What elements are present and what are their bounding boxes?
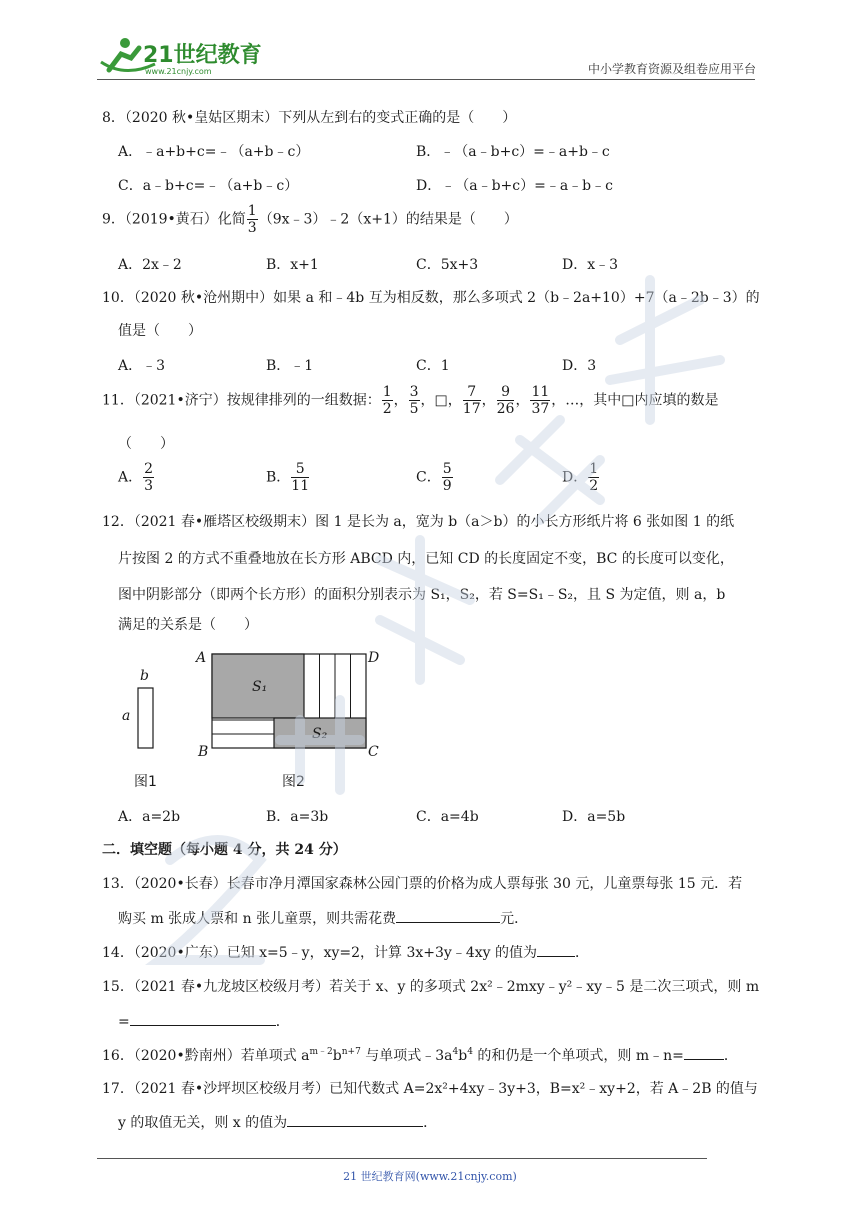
question-9-option-b: B．x+1 — [266, 257, 319, 273]
question-13-line1: 13．（2020•长春）长春市净月潭国家森林公园门票的价格为成人票每张 30 元，儿童票每张 15 元．若 — [102, 876, 743, 892]
svg-text:www.21cnjy.com: www.21cnjy.com — [145, 67, 212, 76]
question-8-stem: 8．（2020 秋•皇姑区期末）下列从左到右的变式正确的是（ ） — [102, 110, 517, 126]
question-11-stem: 11．（2021•济宁）按规律排列的一组数据： $\frac{1}{2}$ ， $\frac{3}{5}$ ，□， $\frac{7}{17}$ ， $\frac{9}{26}$ ， $\frac{11}{37}$ ，…，其中□内应填的数是 — [102, 384, 719, 417]
question-10-option-a: A．﹣3 — [118, 358, 166, 374]
fig2-label-c: C — [368, 744, 379, 760]
header-divider — [97, 79, 755, 80]
fraction: $\frac{3}{5}$ — [409, 384, 419, 417]
question-12-line1: 12．（2021 春•雁塔区校级期末）图 1 是长为 a，宽为 b（a＞b）的小长方形纸片将 6 张如图 1 的纸 — [102, 514, 735, 530]
question-12-line2: 片按图 2 的方式不重叠地放在长方形 ABCD 内，已知 CD 的长度固定不变，BC 的长度可以变化， — [118, 551, 734, 567]
question-10-option-d: D．3 — [562, 358, 597, 374]
question-14: 14．（2020•广东）已知 x=5﹣y，xy=2，计算 3x+3y﹣4xy 的值为 ． — [102, 945, 589, 961]
question-13-line2: 购买 m 张成人票和 n 张儿童票，则共需花费 元． — [118, 911, 529, 927]
fig2-caption: 图2 — [282, 774, 305, 790]
question-12-option-d: D．a=5b — [562, 809, 626, 825]
question-12-option-a: A．a=2b — [118, 809, 181, 825]
answer-blank — [537, 944, 575, 957]
question-16: 16．（2020•黔南州）若单项式 $a^{m﹣2}b^{n+7}$ 与单项式$﹣3a^4b^4$ 的和仍是一个单项式，则 m﹣n= ． — [102, 1047, 738, 1064]
question-10-option-b: B．﹣1 — [266, 358, 314, 374]
question-17-line1: 17．（2021 春•沙坪坝区校级月考）已知代数式 A=2x²+4xy﹣3y+3，B=x²﹣xy+2，若 A﹣2B 的值与 — [102, 1081, 758, 1097]
label-s2: S₂ — [312, 726, 328, 742]
question-12-line4: 满足的关系是（ ） — [118, 617, 258, 633]
question-8-option-b: B．﹣（a﹣b+c）=﹣a+b﹣c — [416, 144, 610, 160]
fig2-label-d: D — [368, 650, 380, 666]
question-9-option-d: D．x﹣3 — [562, 257, 619, 273]
question-9-stem: 9．（2019•黄石）化简 $\frac{1}{3}$ （9x﹣3）﹣2（x+1）的结果是（ ） — [102, 203, 518, 236]
question-15-line1: 15．（2021 春•九龙坡区校级月考）若关于 x、y 的多项式 2x²﹣2mxy﹣y²﹣xy﹣5 是二次三项式，则 m — [102, 979, 760, 995]
fig1-label-a: a — [122, 708, 131, 724]
question-11-option-b: B． $\frac{5}{11}$ — [266, 461, 310, 494]
fig2-label-b: B — [198, 744, 209, 760]
question-10-stem-cont: 值是（ ） — [118, 323, 202, 339]
question-8-option-c: C．a﹣b+c=﹣（a+b﹣c） — [118, 178, 299, 194]
question-11-option-a: A． $\frac{2}{3}$ — [118, 461, 154, 494]
question-9-option-c: C．5x+3 — [416, 257, 479, 273]
question-8-option-d: D．﹣（a﹣b+c）=﹣a﹣b﹣c — [416, 178, 613, 194]
footer-divider — [97, 1158, 707, 1159]
site-logo — [95, 34, 265, 78]
question-10-option-c: C．1 — [416, 358, 450, 374]
label-s1: S₁ — [252, 679, 268, 695]
footer-text: 21 世纪教育网(www.21cnjy.com) — [343, 1170, 517, 1183]
fig2-label-a: A — [196, 650, 207, 666]
answer-blank — [130, 1013, 276, 1026]
question-12-figure — [110, 644, 400, 794]
question-11-option-c: C． $\frac{5}{9}$ — [416, 461, 452, 494]
fraction: $\frac{1}{3}$ — [247, 203, 257, 236]
svg-text:21世纪教育: 21世纪教育 — [143, 43, 262, 68]
answer-blank — [396, 910, 500, 923]
fig1-caption: 图1 — [134, 774, 157, 790]
question-12-option-c: C．a=4b — [416, 809, 479, 825]
fig1-label-b: b — [140, 668, 149, 684]
question-10-stem: 10．（2020 秋•沧州期中）如果 a 和﹣4b 互为相反数，那么多项式 2（b﹣2a+10）+7（a﹣2b﹣3）的 — [102, 290, 760, 306]
fraction: $\frac{11}{37}$ — [531, 384, 550, 417]
fraction: $\frac{7}{17}$ — [462, 384, 481, 417]
question-12-option-b: B．a=3b — [266, 809, 329, 825]
question-17-line2: y 的取值无关，则 x 的值为 ． — [118, 1115, 438, 1131]
question-15-line2: = ． — [118, 1014, 290, 1030]
question-12-line3: 图中阴影部分（即两个长方形）的面积分别表示为 S₁，S₂，若 S=S₁﹣S₂，且 S 为定值，则 a，b — [118, 587, 726, 603]
section-title-fill-in: 二．填空题（每小题 4 分，共 24 分） — [102, 842, 347, 858]
fraction: $\frac{1}{2}$ — [382, 384, 392, 417]
answer-blank — [287, 1114, 423, 1127]
answer-blank — [684, 1047, 724, 1060]
question-8-option-a: A．﹣a+b+c=﹣（a+b﹣c） — [118, 144, 310, 160]
fig1-rectangle — [138, 688, 153, 748]
platform-title: 中小学教育资源及组卷应用平台 — [587, 62, 756, 76]
question-11-option-d: D． $\frac{1}{2}$ — [562, 461, 599, 494]
question-11-stem-cont: （ ） — [118, 436, 174, 452]
question-9-option-a: A．2x﹣2 — [118, 257, 182, 273]
fraction: $\frac{9}{26}$ — [496, 384, 515, 417]
